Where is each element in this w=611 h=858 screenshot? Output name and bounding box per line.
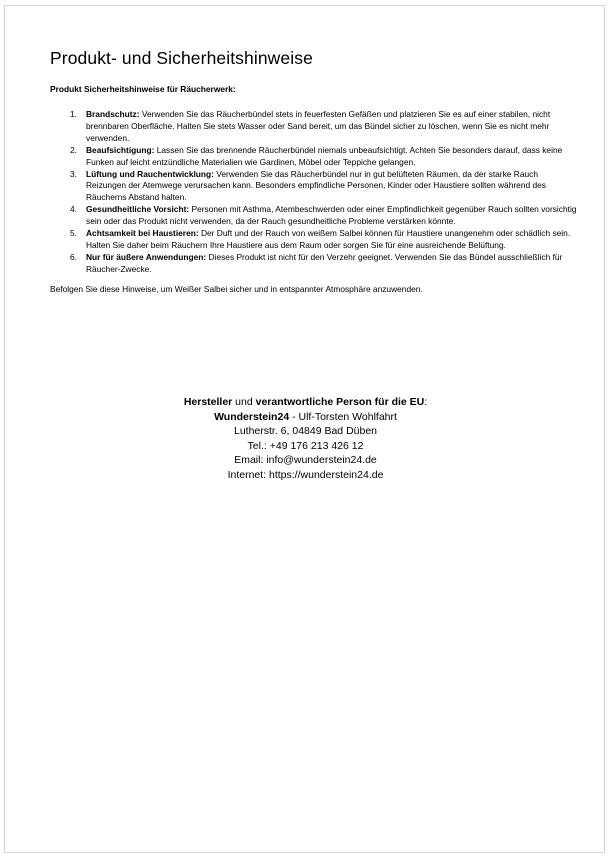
document-content xyxy=(50,46,580,295)
manufacturer-website: Internet: https://wunderstein24.de xyxy=(227,468,384,481)
list-item-number: 5. xyxy=(70,228,77,239)
list-item-number: 6. xyxy=(70,251,77,262)
company-owner: - Ulf-Torsten Wohlfahrt xyxy=(289,410,397,423)
safety-notice-list xyxy=(50,109,580,276)
document-page xyxy=(4,5,605,853)
list-item-text: Verwenden Sie das Räucherbündel stets in feuerfesten Gefäßen und platzieren Sie es auf einer stabilen, nicht brennbaren Oberfläche. Halten Sie stets Wasser oder Sand bereit, um das Bündel sicher zu löschen, wenn Sie es nicht mehr verwenden. xyxy=(86,109,551,143)
list-item xyxy=(50,109,580,145)
list-item-text: Personen mit Asthma, Atembeschwerden oder einer Empfindlichkeit gegenüber Rauch sollten vorsichtig sein oder das Produkt nicht verwenden, da der Rauch gesundheitliche Probleme verstärken könnte. xyxy=(86,204,577,227)
list-item-text: Verwenden Sie das Räucherbündel nur in gut belüfteten Räumen, da der starke Rauch Reizungen der Atemwege verursachen kann. Besonders empfindliche Personen, Kinder oder Haustiere sollten während des Räucherns Abstand halten. xyxy=(86,168,546,203)
list-item-number: 1. xyxy=(70,109,77,119)
document-title: Produkt- und Sicherheitshinweise xyxy=(50,48,313,68)
list-item-text: Lassen Sie das brennende Räucherbündel niemals unbeaufsichtigt. Achten Sie besonders darauf, dass keine Funken auf leicht entzündliche Materialien wie Gardinen, Möbel oder Teppiche gelangen. xyxy=(86,144,563,167)
list-item-number: 4. xyxy=(70,204,77,215)
list-item-label: Nur für äußere Anwendungen: xyxy=(86,251,207,262)
list-item-text: Dieses Produkt ist nicht für den Verzehr geeignet. Verwenden Sie das Bündel ausschließlich für Räucher-Zwecke. xyxy=(86,251,563,274)
list-item-number: 2. xyxy=(70,144,77,155)
manufacturer-heading xyxy=(5,395,606,410)
list-item-body xyxy=(86,204,580,228)
list-item-body xyxy=(86,145,580,169)
list-item-label: Gesundheitliche Vorsicht: xyxy=(86,204,190,215)
list-item xyxy=(50,204,580,228)
manufacturer-email: Email: info@wunderstein24.de xyxy=(234,454,377,467)
list-item xyxy=(50,228,580,252)
manufacturer-address: Lutherstr. 6, 04849 Bad Düben xyxy=(233,425,378,438)
closing-paragraph: Befolgen Sie diese Hinweise, um Weißer Salbei sicher und in entspannter Atmosphäre anzuwenden. xyxy=(50,283,423,294)
list-item-label: Brandschutz: xyxy=(86,109,140,119)
section-subheading: Produkt Sicherheitshinweise für Räucherwerk: xyxy=(50,84,236,94)
list-item xyxy=(50,145,580,169)
manufacturer-phone: Tel.: +49 176 213 426 12 xyxy=(247,439,364,452)
manufacturer-block xyxy=(5,395,606,483)
manufacturer-heading-plain-2: : xyxy=(424,396,428,408)
list-item-text: Der Duft und der Rauch von weißem Salbei können für Haustiere unangenehm oder schädlich sein. Halten Sie daher beim Räuchern Ihre Haustiere aus dem Raum oder sorgen Sie für eine ausreichende Belüftung. xyxy=(86,228,571,250)
list-item xyxy=(50,252,580,276)
list-item-body xyxy=(86,252,580,276)
list-item xyxy=(50,169,580,205)
list-item-number: 3. xyxy=(70,168,77,179)
manufacturer-heading-bold-1: Hersteller xyxy=(183,396,233,408)
list-item-label: Beaufsichtigung: xyxy=(86,144,155,155)
manufacturer-company xyxy=(5,410,606,425)
manufacturer-heading-bold-2: verantwortliche Person für die EU xyxy=(255,396,425,408)
company-name: Wunderstein24 xyxy=(214,410,290,423)
list-item-label: Achtsamkeit bei Haustieren: xyxy=(86,228,199,239)
manufacturer-heading-plain-1: und xyxy=(232,396,256,408)
list-item-body xyxy=(86,169,580,205)
list-item-body xyxy=(86,109,580,145)
list-item-body xyxy=(86,228,580,252)
list-item-label: Lüftung und Rauchentwicklung: xyxy=(86,168,214,179)
